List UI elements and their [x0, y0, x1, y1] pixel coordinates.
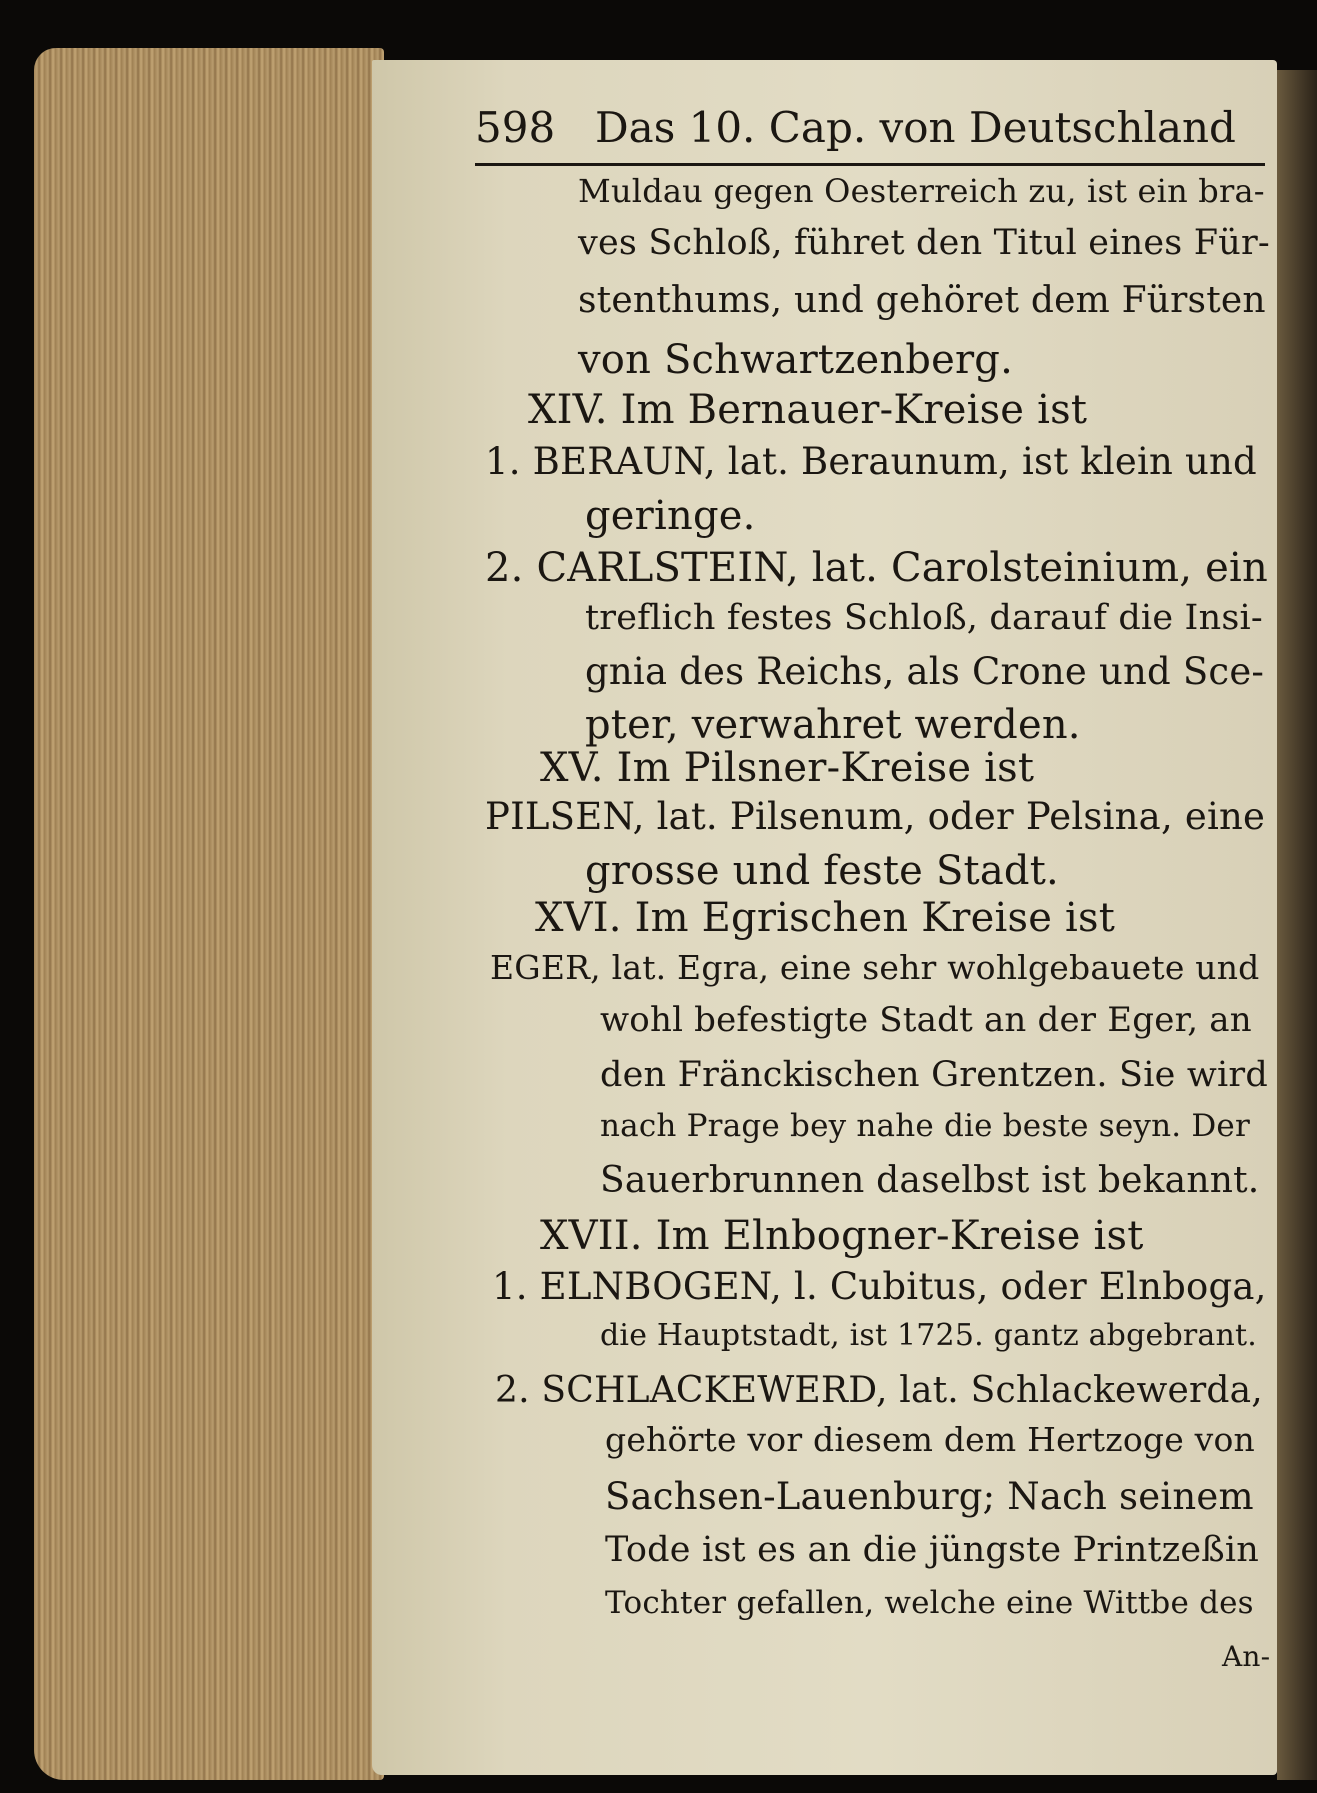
text-line: Sachsen-Lauenburg; Nach seinem [605, 1475, 1254, 1518]
binding-shadow [1277, 70, 1317, 1780]
text-line: den Fränckischen Grentzen. Sie wird [600, 1055, 1268, 1095]
text-line: gehörte vor diesem dem Hertzoge von [605, 1420, 1256, 1459]
section-heading: XVI. Im Egrischen Kreise ist [535, 895, 1115, 941]
text-line: treflich festes Schloß, darauf die Insi- [585, 598, 1263, 638]
page-header [475, 95, 1265, 155]
text-line: ves Schloß, führet den Titul eines Für- [578, 223, 1270, 263]
header-rule [475, 163, 1265, 166]
text-line: pter, verwahret werden. [585, 702, 1081, 748]
text-line: wohl befestigte Stadt an der Eger, an [600, 1000, 1252, 1040]
text-line: 1. ELNBOGEN, l. Cubitus, oder Elnboga, [492, 1265, 1267, 1308]
text-line: von Schwartzenberg. [578, 337, 1014, 383]
text-line: stenthums, und gehöret dem Fürsten [578, 280, 1266, 321]
text-line: geringe. [585, 493, 756, 539]
section-heading: XVII. Im Elnbogner-Kreise ist [540, 1213, 1144, 1259]
text-line: Sauerbrunnen daselbst ist bekannt. [600, 1160, 1260, 1201]
text-line: Tode ist es an die jüngste Printzeßin [605, 1530, 1260, 1570]
text-line: Tochter gefallen, welche eine Wittbe des [605, 1585, 1254, 1621]
book-page-edges [34, 48, 384, 1780]
page-number: 598 [475, 103, 556, 152]
text-line: nach Prage bey nahe die beste seyn. Der [600, 1108, 1250, 1144]
section-heading: XIV. Im Bernauer-Kreise ist [528, 387, 1088, 433]
section-heading: XV. Im Pilsner-Kreise ist [540, 745, 1035, 791]
text-line: 2. CARLSTEIN, lat. Carolsteinium, ein [485, 545, 1268, 591]
text-line: 1. BERAUN, lat. Beraunum, ist klein und [485, 440, 1257, 483]
text-line: Muldau gegen Oesterreich zu, ist ein bra- [578, 172, 1265, 210]
text-line: grosse und feste Stadt. [585, 848, 1059, 894]
catchword: An- [1222, 1640, 1271, 1673]
text-line: 2. SCHLACKEWERD, lat. Schlackewerda, [495, 1370, 1263, 1411]
running-title: Das 10. Cap. von Deutschland [595, 103, 1236, 152]
text-line: EGER, lat. Egra, eine sehr wohlgebauete und [490, 948, 1260, 987]
text-line: gnia des Reichs, als Crone und Sce- [585, 650, 1265, 693]
text-line: PILSEN, lat. Pilsenum, oder Pelsina, eine [485, 795, 1266, 838]
text-line: die Hauptstadt, ist 1725. gantz abgebrant. [600, 1318, 1257, 1353]
